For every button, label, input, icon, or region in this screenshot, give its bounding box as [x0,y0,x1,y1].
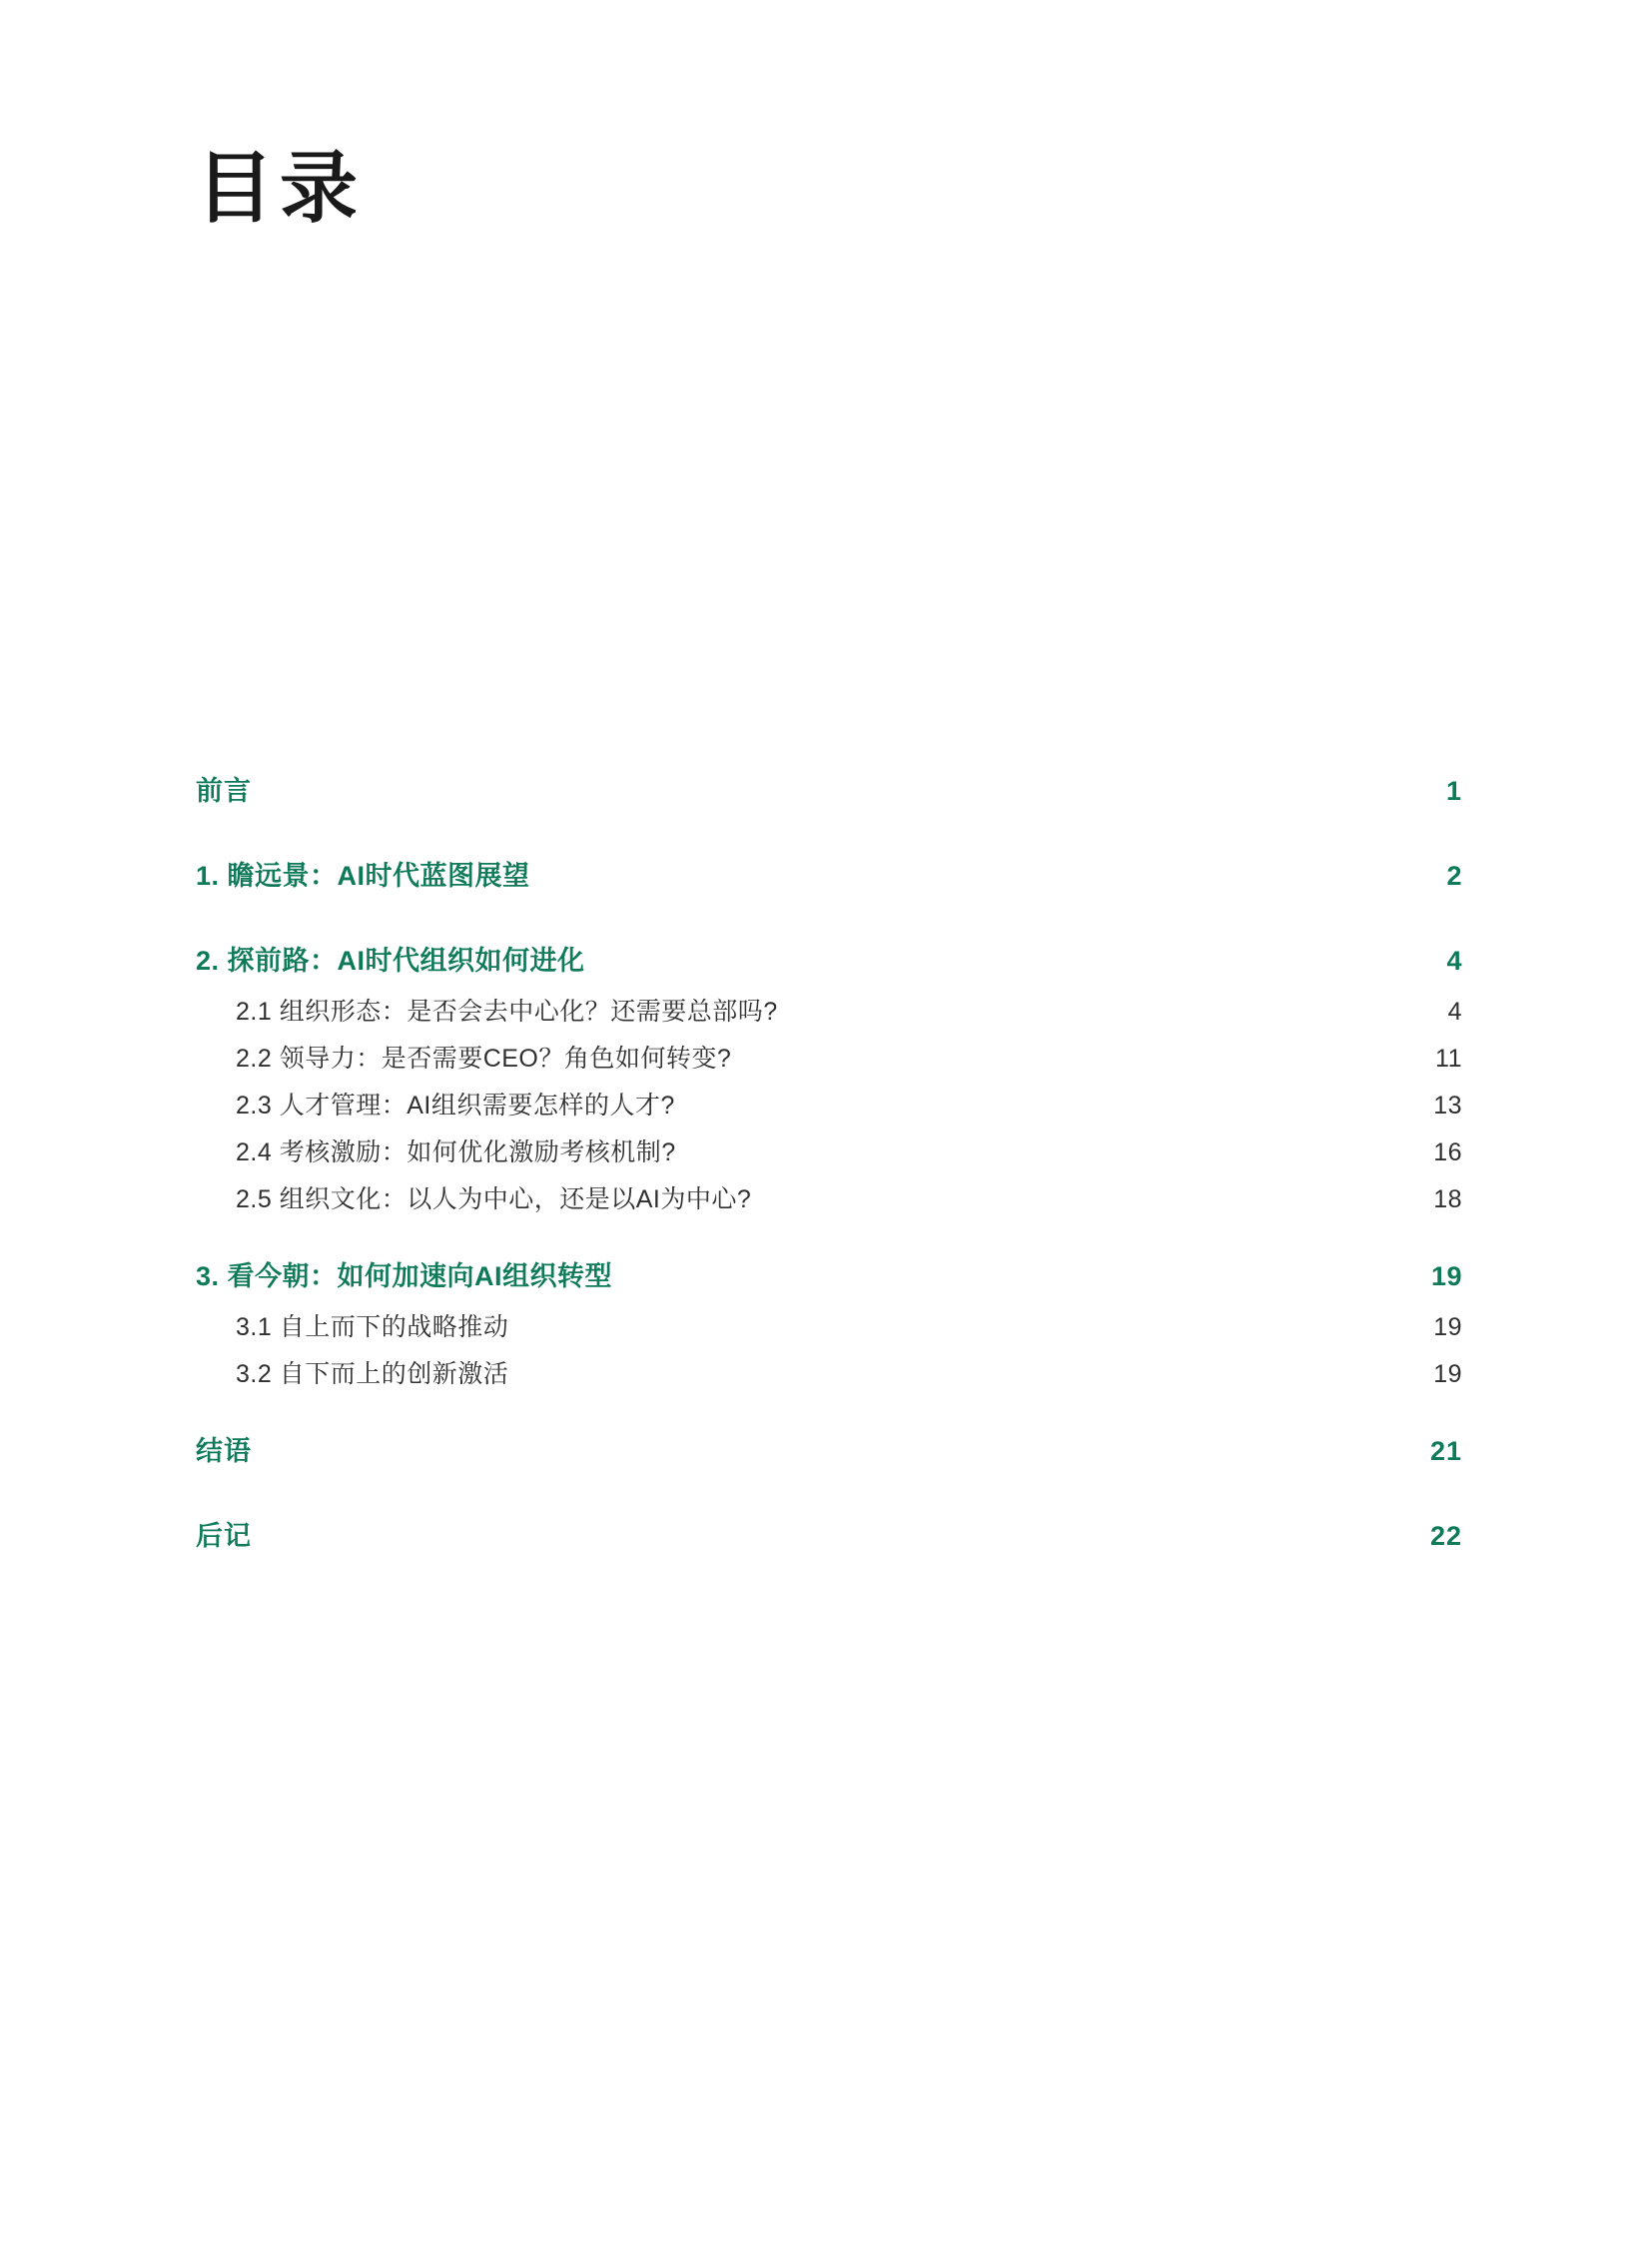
spacer [196,1226,1462,1254]
toc-entry-preface[interactable] [196,769,1462,808]
toc-entry-label: 2.4 考核激励：如何优化激励考核机制? [236,1138,676,1166]
spacer [196,1468,1462,1514]
toc-entry-page: 21 [1429,1436,1462,1466]
toc-entry-2-3[interactable] [196,1086,1462,1121]
toc-entry-page: 16 [1433,1138,1462,1166]
toc-entry-page: 19 [1433,1360,1462,1388]
toc-entry-chapter-3[interactable] [196,1254,1462,1293]
toc-entry-2-2[interactable] [196,1039,1462,1075]
toc-entry-2-5[interactable] [196,1179,1462,1215]
toc-entry-label: 2.5 组织文化：以人为中心，还是以AI为中心? [236,1185,752,1213]
page-title: 目录 [196,145,365,232]
toc-entry-2-4[interactable] [196,1132,1462,1168]
toc-entry-conclusion[interactable] [196,1429,1462,1468]
toc-sublist-chapter-3 [196,1307,1462,1390]
toc-entry-page: 18 [1433,1185,1462,1213]
toc-entry-page: 22 [1429,1521,1462,1551]
toc-entry-page: 11 [1435,1045,1462,1073]
toc-entry-label: 2.3 人才管理：AI组织需要怎样的人才? [236,1092,675,1120]
toc-entry-label: 2.2 领导力：是否需要CEO？角色如何转变? [236,1045,732,1073]
toc-entry-chapter-1[interactable] [196,854,1462,893]
toc-entry-label: 前言 [196,776,252,806]
table-of-contents [196,769,1462,1553]
toc-entry-label: 结语 [196,1436,252,1466]
toc-entry-label: 3.1 自上而下的战略推动 [236,1313,509,1341]
toc-entry-page: 19 [1430,1261,1462,1291]
toc-entry-label: 3.2 自下而上的创新激活 [236,1360,509,1388]
toc-entry-3-1[interactable] [196,1307,1462,1343]
toc-sublist-chapter-2 [196,992,1462,1215]
toc-entry-page: 2 [1446,861,1462,891]
toc-entry-page: 4 [1446,946,1462,976]
spacer [196,893,1462,939]
toc-entry-2-1[interactable] [196,992,1462,1028]
toc-entry-label: 3. 看今朝：如何加速向AI组织转型 [196,1261,613,1291]
toc-entry-label: 2. 探前路：AI时代组织如何进化 [196,946,585,976]
toc-entry-chapter-2[interactable] [196,939,1462,978]
toc-entry-page: 19 [1433,1313,1462,1341]
toc-entry-page: 13 [1433,1092,1462,1120]
toc-entry-label: 2.1 组织形态：是否会去中心化？还需要总部吗? [236,998,778,1026]
spacer [196,808,1462,854]
toc-entry-label: 1. 瞻远景：AI时代蓝图展望 [196,861,530,891]
toc-entry-3-2[interactable] [196,1354,1462,1390]
toc-entry-afterword[interactable] [196,1514,1462,1553]
toc-entry-label: 后记 [196,1521,252,1551]
toc-entry-page: 1 [1445,776,1462,806]
spacer [196,1401,1462,1429]
toc-entry-page: 4 [1447,998,1462,1026]
